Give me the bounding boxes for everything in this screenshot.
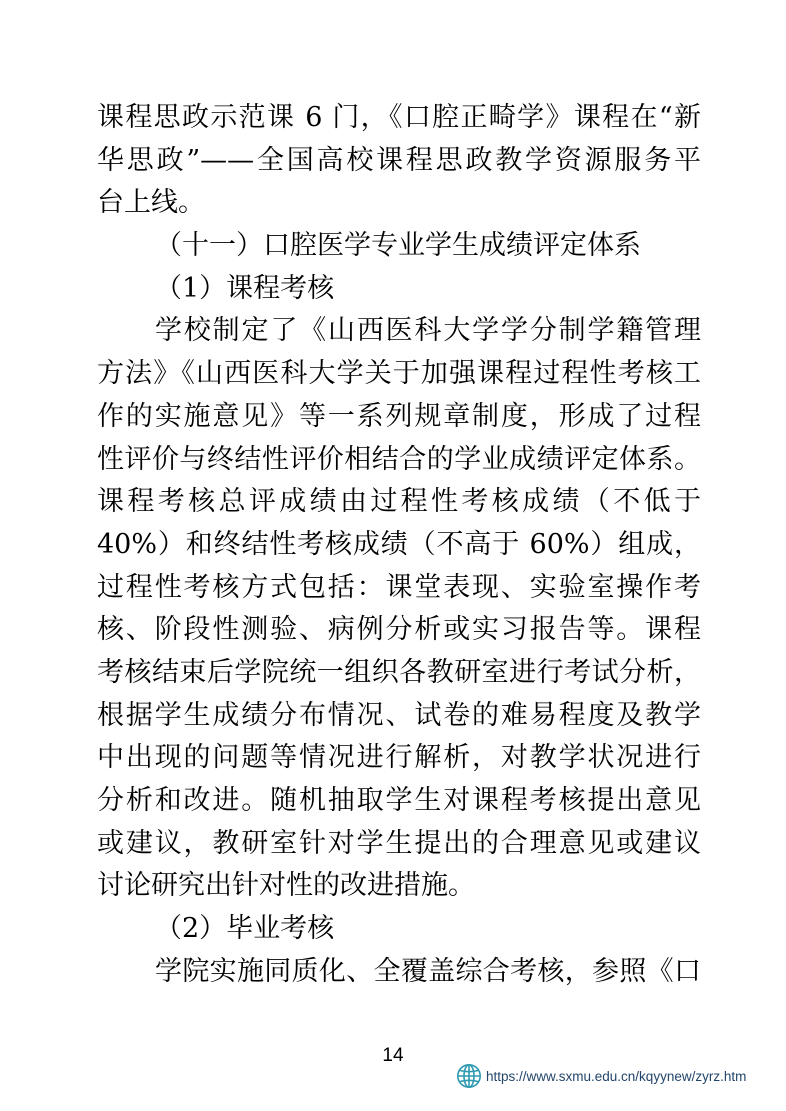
body-line: 分析和改进。随机抽取学生对课程考核提出意见 — [97, 785, 701, 816]
footer-source-link[interactable] — [456, 1063, 746, 1089]
body-line: 或建议，教研室针对学生提出的合理意见或建议 — [97, 827, 701, 859]
subsection-heading-course-assessment: （1）课程考核 — [155, 272, 335, 304]
document-body — [97, 97, 701, 993]
body-line: 讨论研究出针对性的改进措施。 — [97, 870, 475, 902]
body-line: 华思政”——全国高校课程思政教学资源服务平 — [97, 144, 701, 176]
source-url[interactable]: https://www.sxmu.edu.cn/kqyynew/zyrz.htm — [486, 1068, 747, 1084]
section-heading: （十一）口腔医学专业学生成绩评定体系 — [155, 230, 641, 262]
body-line: 核、阶段性测验、病例分析或实习报告等。课程 — [97, 614, 701, 646]
body-line: 过程性考核方式包括：课堂表现、实验室操作考 — [97, 571, 701, 603]
body-line: 作的实施意见》等一系列规章制度，形成了过程 — [97, 400, 701, 432]
body-line: 性评价与终结性评价相结合的学业成绩评定体系。 — [97, 443, 701, 475]
page-number: 14 — [382, 1045, 404, 1066]
body-line: 根据学生成绩分布情况、试卷的难易程度及教学 — [97, 699, 701, 731]
subsection-heading-graduation-assessment: （2）毕业考核 — [155, 913, 335, 945]
body-line: 中出现的问题等情况进行解析，对教学状况进行 — [97, 742, 701, 774]
globe-icon — [456, 1063, 482, 1089]
body-line: 台上线。 — [97, 187, 205, 219]
body-line: 学校制定了《山西医科大学学分制学籍管理 — [155, 315, 701, 347]
body-line: 课程考核总评成绩由过程性考核成绩（不低于 — [97, 486, 701, 518]
body-line: 方法》《山西医科大学关于加强课程过程性考核工 — [97, 358, 701, 390]
body-line: 课程思政示范课 6 门，《口腔正畸学》课程在“新 — [97, 102, 701, 133]
body-line: 考核结束后学院统一组织各教研室进行考试分析， — [97, 656, 701, 688]
body-line: 40%）和终结性考核成绩（不高于 60%）组成， — [97, 528, 701, 560]
body-line: 学院实施同质化、全覆盖综合考核，参照《口 — [155, 955, 701, 987]
